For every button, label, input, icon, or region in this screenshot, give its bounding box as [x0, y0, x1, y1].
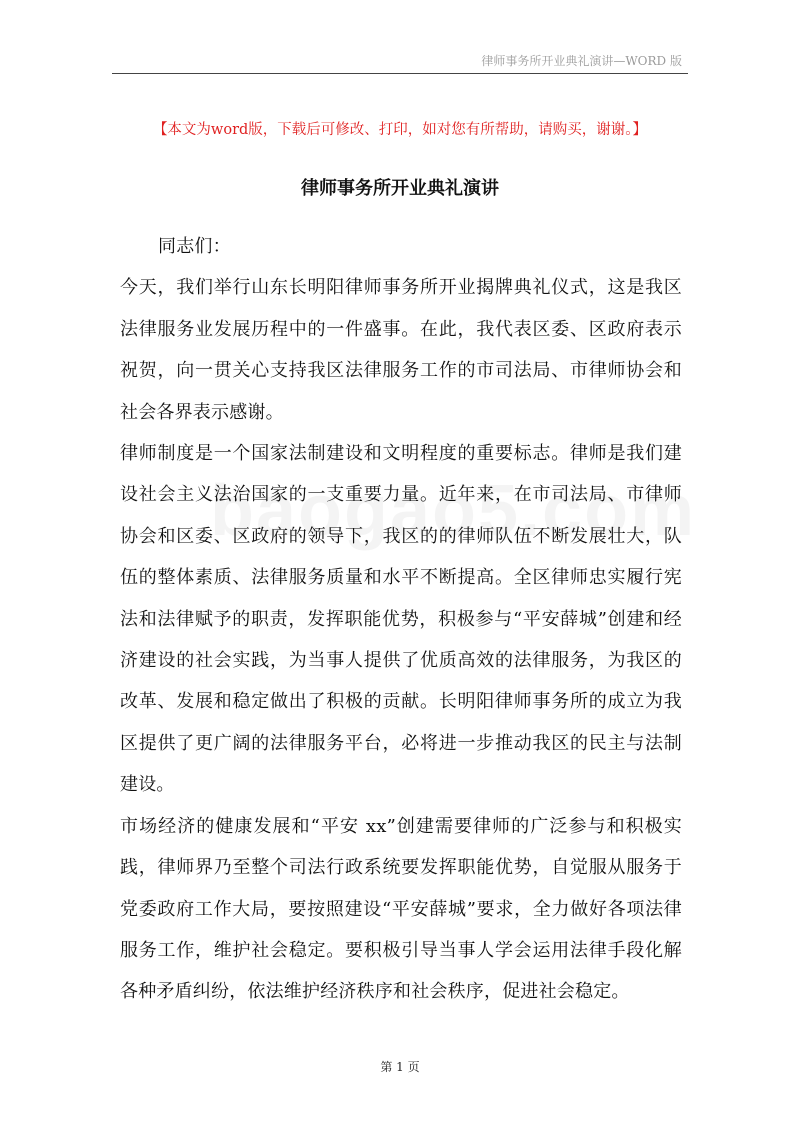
paragraph-3: 市场经济的健康发展和“平安 xx”创建需要律师的广泛参与和积极实践，律师界乃至整个司法行政系统要发挥职能优势，自觉服从服务于党委政府工作大局，要按照建设“平安薛城”要求，全力做好各项法律服务工作，维护社会稳定。要积极引导当事人学会运用法律手段化解各种矛盾纠纷，依法维护经济秩序和社会秩序，促进社会稳定。: [120, 815, 682, 1003]
paragraph-1: 今天，我们举行山东长明阳律师事务所开业揭牌典礼仪式，这是我区法律服务业发展历程中的一件盛事。在此，我代表区委、区政府表示祝贺，向一贯关心支持我区法律服务工作的市司法局、市律师协会和社会各界表示感谢。: [120, 277, 682, 423]
running-header: 律师事务所开业典礼演讲—WORD 版: [481, 54, 682, 68]
document-body: [120, 226, 682, 1013]
header-divider: [112, 73, 688, 74]
document-title: 律师事务所开业典礼演讲: [301, 178, 499, 199]
salutation: 同志们：: [158, 236, 231, 257]
download-notice: 【本文为word版，下载后可修改、打印，如对您有所帮助，请购买，谢谢。】: [152, 122, 648, 138]
page-number: 第 1 页: [380, 1060, 420, 1074]
paragraph-2: 律师制度是一个国家法制建设和文明程度的重要标志。律师是我们建设社会主义法治国家的一支重要力量。近年来，在市司法局、市律师协会和区委、区政府的领导下，我区的的律师队伍不断发展壮大，队伍的整体素质、法律服务质量和水平不断提高。全区律师忠实履行宪法和法律赋予的职责，发挥职能优势，积极参与“平安薛城”创建和经济建设的社会实践，为当事人提供了优质高效的法律服务，为我区的改革、发展和稳定做出了积极的贡献。长明阳律师事务所的成立为我区提供了更广阔的法律服务平台，必将进一步推动我区的民主与法制建设。: [120, 443, 682, 796]
